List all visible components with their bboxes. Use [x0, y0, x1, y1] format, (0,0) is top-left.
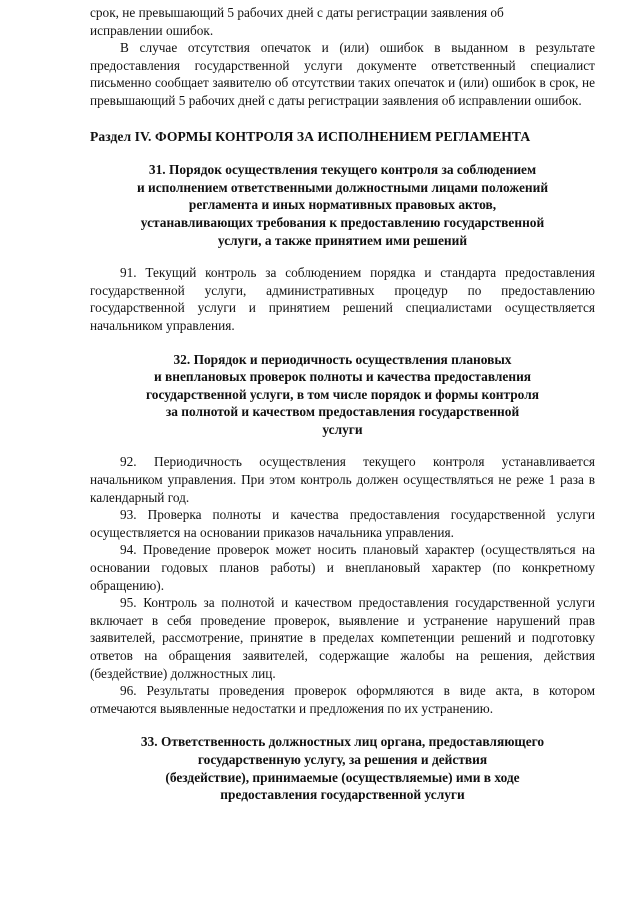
- heading-line: 33. Ответственность должностных лиц органа, предоставляющего: [140, 734, 545, 750]
- document-page: [90, 4, 595, 804]
- spacer: [90, 249, 595, 264]
- subsection-heading-31: [90, 161, 595, 249]
- paragraph-92: 92. Периодичность осуществления текущего контроля устанавливается начальником управления. При этом контроль должен осуществляться не реже 1 раза в календарный год.: [90, 454, 595, 505]
- spacer: [90, 438, 595, 453]
- text-line: исправлении ошибок.: [90, 22, 214, 38]
- paragraph-96: 96. Результаты проведения проверок оформляются в виде акта, в котором отмечаются выявленные недостатки и предложения по их устранению.: [90, 683, 595, 716]
- paragraph-91: 91. Текущий контроль за соблюдением порядка и стандарта предоставления государственной услуги, административных процедур по предоставлению государственной услуги и принятием решений специалистами осуществляется начальником управления.: [90, 265, 595, 333]
- spacer: [90, 335, 595, 351]
- subsection-heading-32: [90, 351, 595, 439]
- paragraph-93: 93. Проверка полноты и качества предоставления государственной услуги осуществляется на основании приказов начальника управления.: [90, 507, 595, 540]
- heading-line: устанавливающих требования к предоставлению государственной: [140, 214, 545, 230]
- heading-line: услуги, а также принятием ими решений: [217, 232, 468, 248]
- heading-line: и внеплановых проверок полноты и качества предоставления: [153, 369, 532, 385]
- heading-line: регламента и иных нормативных правовых актов,: [188, 197, 497, 213]
- paragraph-95: 95. Контроль за полнотой и качеством предоставления государственной услуги включает в себя проведение проверок, выявление и устранение нарушений прав заявителей, рассмотрение, принятие в пределах компетенции решений и подготовку ответов на обращения заявителей, содержащие жалобы на решения, действия (бездействие) должностных лиц.: [90, 595, 595, 681]
- paragraph-no-errors: В случае отсутствия опечаток и (или) ошибок в выданном в результате предоставления государственной услуги документе ответственный специалист письменно сообщает заявителю об отсутствии таких опечаток и (или) ошибок в срок, не превышающий 5 рабочих дней с даты регистрации заявления об исправлении ошибок.: [90, 40, 595, 108]
- text-line: срок, не превышающий 5 рабочих дней с даты регистрации заявления об: [90, 5, 504, 20]
- heading-line: (бездействие), принимаемые (осуществляемые) ими в ходе: [165, 769, 520, 785]
- heading-line: государственную услугу, за решения и действия: [197, 751, 488, 767]
- spacer: [90, 717, 595, 733]
- section-heading: Раздел IV. ФОРМЫ КОНТРОЛЯ ЗА ИСПОЛНЕНИЕМ РЕГЛАМЕНТА: [90, 128, 531, 144]
- continuation-paragraph: [90, 4, 595, 39]
- heading-line: услуги: [322, 421, 363, 437]
- heading-line: и исполнением ответственными должностными лицами положений: [136, 179, 549, 195]
- subsection-heading-33: [90, 733, 595, 803]
- heading-line: государственной услуги, в том числе порядок и формы контроля: [146, 386, 539, 402]
- heading-line: 31. Порядок осуществления текущего контроля за соблюдением: [148, 162, 537, 178]
- heading-line: 32. Порядок и периодичность осуществления плановых: [173, 351, 512, 367]
- heading-line: предоставления государственной услуги: [220, 787, 465, 803]
- paragraph-94: 94. Проведение проверок может носить плановый характер (осуществляться на основании годовых планов работы) и внеплановый характер (по конкретному обращению).: [90, 542, 595, 593]
- heading-line: за полнотой и качеством предоставления государственной: [165, 404, 520, 420]
